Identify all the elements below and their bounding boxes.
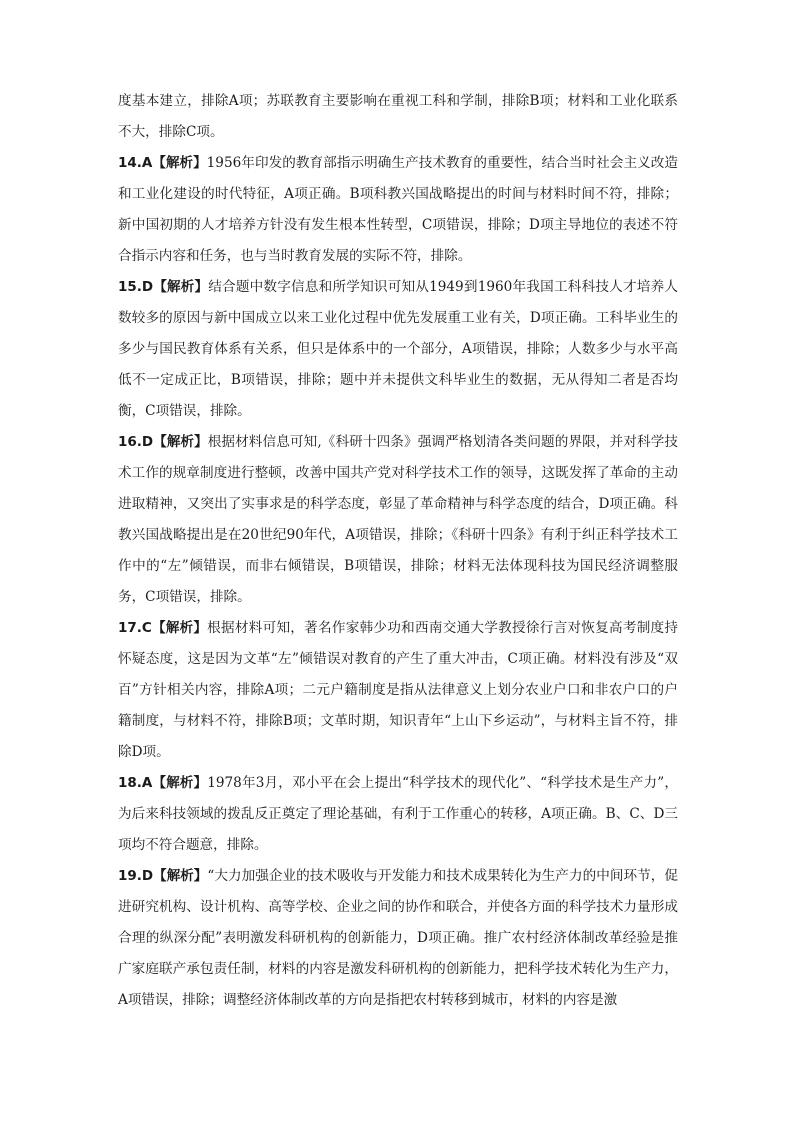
question-number: 16.D <box>118 434 154 450</box>
answer-item-16 <box>118 427 678 613</box>
answer-item-15 <box>118 272 678 427</box>
analysis-tag: 【解析】 <box>152 155 207 171</box>
analysis-tag: 【解析】 <box>152 775 208 791</box>
answer-text: “大力加强企业的技术吸收与开发能力和技术成果转化为生产力的中间环节，促进研究机构、设计机构、高等学校、企业之间的协作和联合，并使各方面的科学技术力量形成合理的纵深分配”表明激发科研机构的创新能力，D项正确。推广农村经济体制改革经验是推广家庭联产承包责任制，材料的内容是激发科研机构的创新能力，把科学技术转化为生产力，A项错误，排除；调整经济体制改革的方向是指把农村转移到城市，材料的内容是激 <box>118 868 679 1008</box>
answer-item-17 <box>118 613 678 768</box>
continued-paragraph <box>118 86 678 148</box>
answer-item-14 <box>118 148 678 272</box>
paragraph-text: 度基本建立，排除A项；苏联教育主要影响在重视工科和学制，排除B项；材料和工业化联系不大，排除C项。 <box>118 93 678 140</box>
analysis-tag: 【解析】 <box>153 434 208 450</box>
answer-item-19 <box>118 861 678 1016</box>
answer-explanations <box>118 86 678 1016</box>
analysis-tag: 【解析】 <box>153 279 209 295</box>
question-number: 17.C <box>118 620 152 636</box>
answer-item-18 <box>118 768 678 861</box>
analysis-tag: 【解析】 <box>153 868 208 884</box>
answer-text: 1956年印发的教育部指示明确生产技术教育的重要性，结合当时社会主义改造和工业化建设的时代特征，A项正确。B项科教兴国战略提出的时间与材料时间不符，排除；新中国初期的人才培养方针没有发生根本性转型，C项错误，排除；D项主导地位的表述不符合指示内容和任务，也与当时教育发展的实际不符，排除。 <box>118 155 679 264</box>
answer-text: 根据材料信息可知,《科研十四条》强调严格划清各类问题的界限，并对科学技术工作的规章制度进行整顿，改善中国共产党对科学技术工作的领导，这既发挥了革命的主动进取精神，又突出了实事求是的科学态度，彰显了革命精神与科学态度的结合，D项正确。科教兴国战略提出是在20世纪90年代，A项错误，排除；《科研十四条》有利于纠正科学技术工作中的“左”倾错误，而非右倾错误，B项错误，排除；材料无法体现科技为国民经济调整服务，C项错误，排除。 <box>118 434 678 605</box>
answer-text: 根据材料可知，著名作家韩少功和西南交通大学教授徐行言对恢复高考制度持怀疑态度，这是因为文革“左”倾错误对教育的产生了重大冲击，C项正确。材料没有涉及“双百”方针相关内容，排除A项；二元户籍制度是指从法律意义上划分农业户口和非农户口的户籍制度，与材料不符，排除B项；文革时期，知识青年“上山下乡运动”，与材料主旨不符，排除D项。 <box>118 620 679 760</box>
analysis-tag: 【解析】 <box>151 620 208 636</box>
question-number: 18.A <box>118 775 153 791</box>
answer-text: 结合题中数字信息和所学知识可知从1949到1960年我国工科科技人才培养人数较多的原因与新中国成立以来工业化过程中优先发展重工业有关，D项正确。工科毕业生的多少与国民教育体系有关系，但只是体系中的一个部分，A项错误，排除；人数多少与水平高低不一定成正比，B项错误，排除；题中并未提供文科毕业生的数据，无从得知二者是否均衡，C项错误，排除。 <box>118 279 678 419</box>
question-number: 19.D <box>118 868 154 884</box>
answer-text: 1978年3月，邓小平在会上提出“科学技术的现代化”、“科学技术是生产力”，为后来科技领域的拨乱反正奠定了理论基础，有利于工作重心的转移，A项正确。B、C、D三项均不符合题意，排除。 <box>118 775 679 853</box>
question-number: 14.A <box>118 155 153 171</box>
question-number: 15.D <box>118 279 154 295</box>
